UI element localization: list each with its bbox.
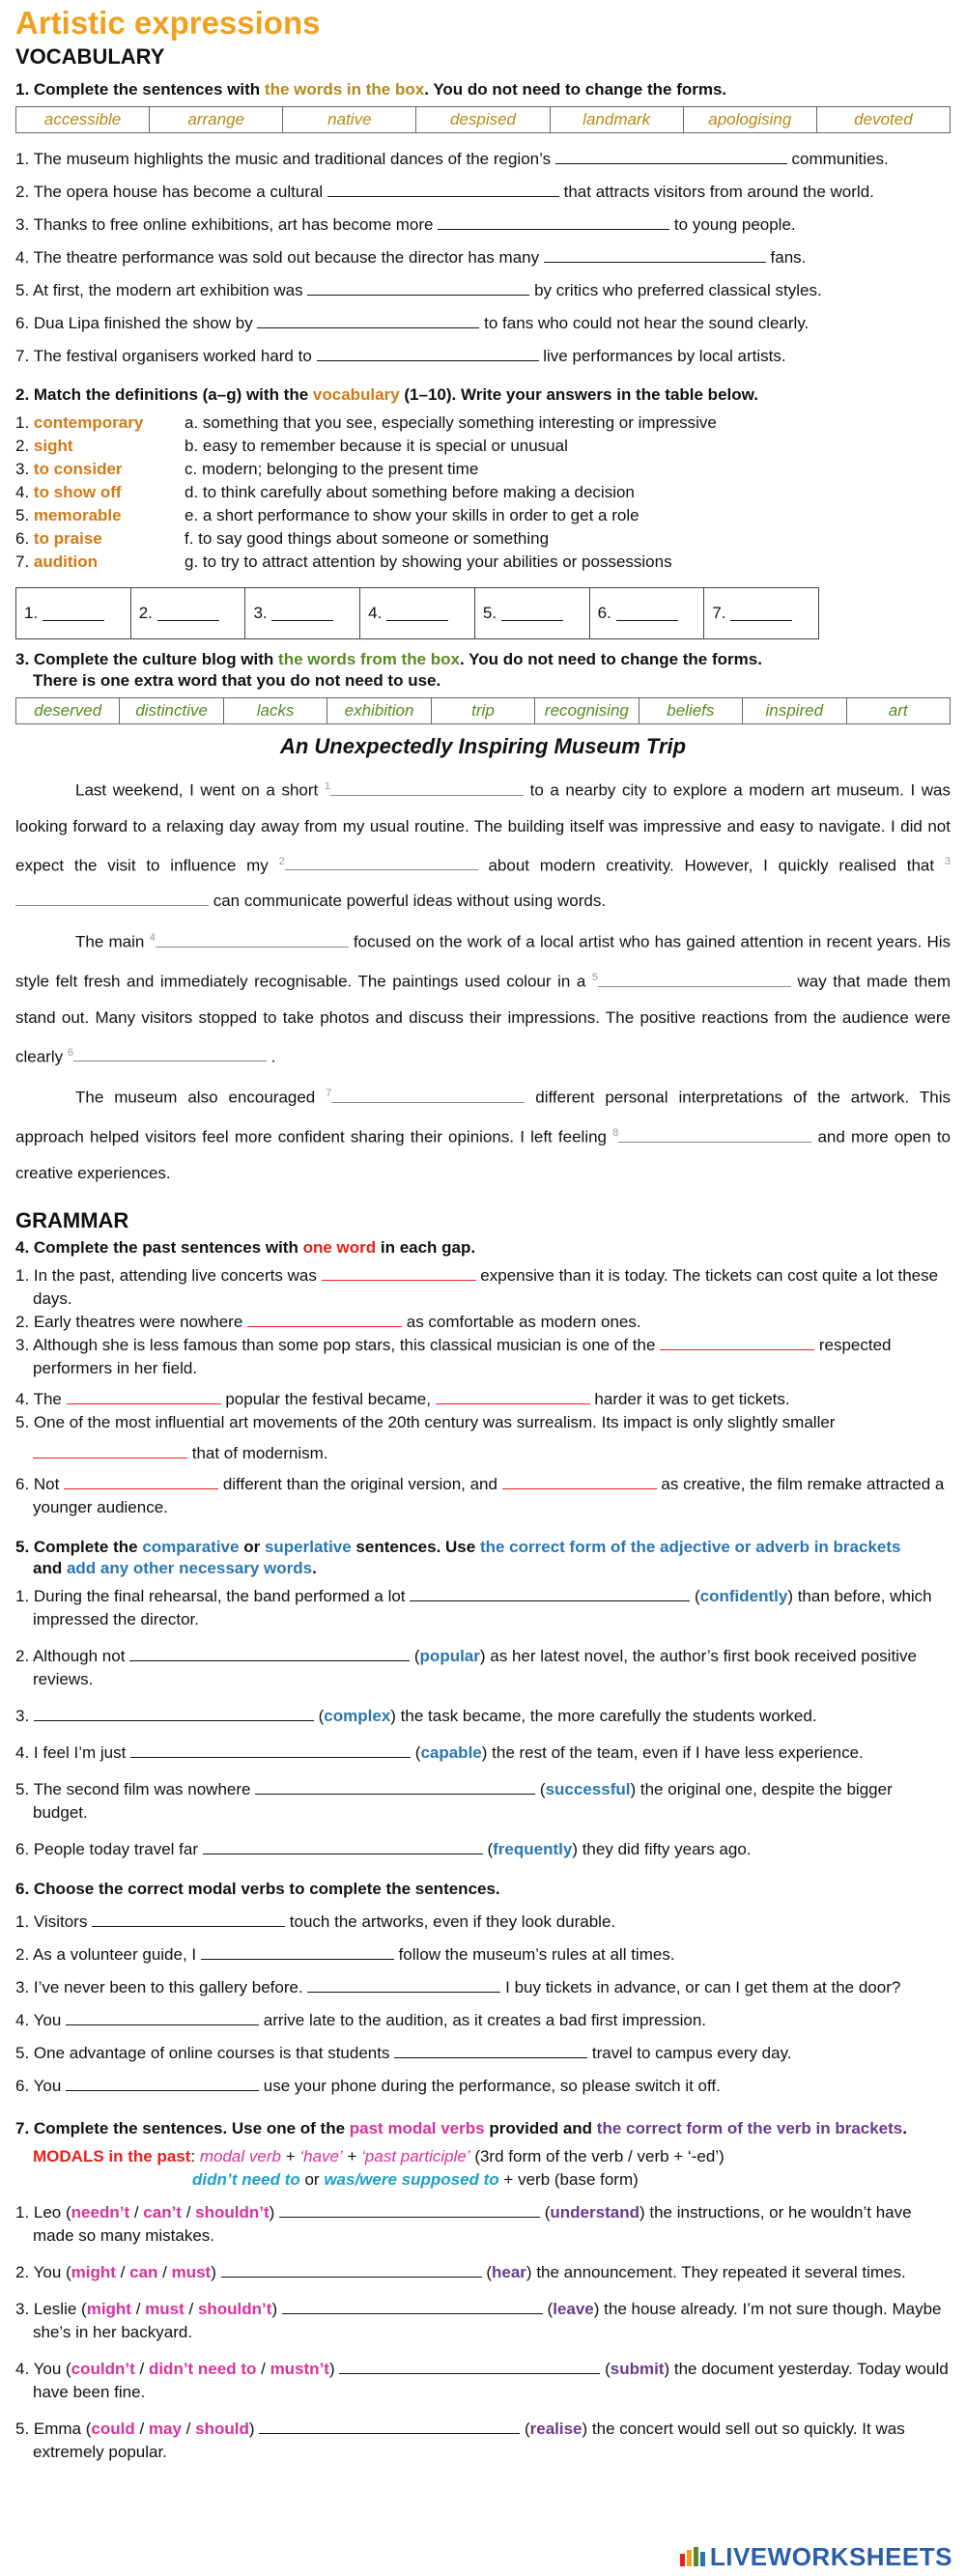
q4-item: 1. In the past, attending live concerts was expensive than it is today. The tickets can cost quite a lot these days.: [15, 1265, 939, 1308]
q6-item: 5. One advantage of online courses is that students travel to campus every day.: [15, 2043, 792, 2062]
q4-item: 6. Not different than the original version, and as creative, the film remake attracted a younger audience.: [15, 1474, 945, 1516]
blog-paragraph: The main $^4$ focused on the work of a local artist who has gained attention in recent years. His style felt fresh and immediately recognisable. The paintings used colour in a $^5$ way that made them stand out. Many visitors stopped to take photos and discuss their impressions. The positive reactions from the audience were clearly $^6$ .: [15, 932, 952, 1066]
answer-cell[interactable]: 7.: [704, 588, 818, 638]
q7-items: [15, 2201, 951, 2464]
answer-blank[interactable]: [130, 1743, 411, 1758]
answer-blank[interactable]: [203, 1840, 483, 1854]
q1-item: 4. The theatre performance was sold out because the director has many fans.: [15, 248, 807, 267]
q5-instructions: 5. Complete the comparative or superlative sentences. Use the correct form of the adjective or adverb in brackets and add any other necessary words.: [15, 1537, 901, 1577]
q6-item: 6. You use your phone during the performance, so please switch it off.: [15, 2076, 721, 2095]
answer-cell[interactable]: 4.: [360, 588, 475, 638]
q7-item: 3. Leslie (might / must / shouldn’t) (leave) the house already. I’m not sure though. Maybe she’s in her backyard.: [15, 2299, 942, 2341]
answer-blank[interactable]: [15, 892, 209, 906]
q1-word-box: [15, 106, 951, 133]
q1-item: 3. Thanks to free online exhibitions, art has become more to young people.: [15, 215, 796, 234]
word-box-item: inspired: [743, 698, 846, 723]
q5-item: 6. People today travel far (frequently) they did fifty years ago.: [15, 1839, 752, 1858]
match-row: 6. to praise f. to say good things about someone or something: [15, 529, 550, 548]
word-box-item: landmark: [551, 107, 684, 132]
answer-blank[interactable]: [66, 2077, 259, 2091]
q1-item: 2. The opera house has become a cultural that attracts visitors from around the world.: [15, 183, 874, 201]
match-row: 5. memorable e. a short performance to show your skills in order to get a role: [15, 506, 639, 524]
answer-blank[interactable]: [330, 781, 524, 796]
answer-blank[interactable]: [317, 347, 539, 361]
q7-rule-box: MODALS in the past: modal verb + ‘have’ + ‘past participle’ (3rd form of the verb / verb + ‘-ed’) didn’t need to or was/were supposed to + verb (base form): [33, 2146, 724, 2189]
match-row: 7. audition g. to try to attract attention by showing your abilities or possessions: [15, 552, 672, 571]
answer-blank[interactable]: [201, 1945, 394, 1960]
answer-blank[interactable]: [129, 1647, 410, 1661]
word-box-item: beliefs: [639, 698, 743, 723]
answer-blank[interactable]: [257, 314, 479, 328]
q1-item: 1. The museum highlights the music and traditional dances of the region’s communities.: [15, 150, 889, 168]
q7-item: 2. You (might / can / must) (hear) the announcement. They repeated it several times.: [15, 2262, 906, 2281]
answer-blank[interactable]: [394, 2044, 587, 2058]
answer-blank[interactable]: [410, 1587, 690, 1601]
answer-blank[interactable]: [156, 933, 349, 948]
answer-blank[interactable]: [279, 2203, 540, 2218]
answer-blank[interactable]: [307, 1978, 500, 1993]
q4-item: 5. One of the most influential art movements of the 20th century was surrealism. Its impact is only slightly smaller: [15, 1412, 836, 1431]
word-box-item: devoted: [854, 110, 913, 128]
word-box-item: despised: [416, 107, 550, 132]
q6-instructions: 6. Choose the correct modal verbs to complete the sentences.: [15, 1879, 500, 1898]
word-box-item: exhibition: [327, 698, 431, 723]
word-box-item: arrange: [150, 107, 283, 132]
answer-blank[interactable]: [67, 1390, 221, 1404]
q6-item: 3. I’ve never been to this gallery before. I buy tickets in advance, or can I get them at the door?: [15, 1977, 901, 1996]
answer-blank[interactable]: [438, 215, 669, 230]
answer-blank[interactable]: [618, 1128, 811, 1143]
answer-cell[interactable]: 5.: [475, 588, 590, 638]
q5-items: [15, 1585, 951, 1861]
answer-blank[interactable]: [64, 1475, 218, 1489]
q5-item: 2. Although not (popular) as her latest novel, the author’s first book received positive reviews.: [15, 1646, 917, 1688]
word-box-item: distinctive: [120, 698, 223, 723]
blog-paragraph: The museum also encouraged $^7$ different personal interpretations of the artwork. This approach helped visitors feel more confident sharing their opinions. I left feeling $^8$ and more open to creative experiences.: [15, 1088, 951, 1182]
answer-blank[interactable]: [555, 150, 787, 164]
word-box-item: lacks: [224, 698, 327, 723]
q2-match-list: [15, 411, 951, 574]
answer-blank[interactable]: [502, 1475, 657, 1489]
q7-instructions: 7. Complete the sentences. Use one of the past modal verbs provided and the correct form of the verb in brackets.: [15, 2118, 907, 2137]
word-box-item: native: [283, 107, 416, 132]
q4-items: [15, 1264, 951, 1519]
q6-item: 2. As a volunteer guide, I follow the museum’s rules at all times.: [15, 1944, 675, 1964]
q7-item: 1. Leo (needn’t / can’t / shouldn’t) (understand) the instructions, or he wouldn’t have made so many mistakes.: [15, 2202, 912, 2245]
q4-item: 4. The popular the festival became, harder it was to get tickets.: [15, 1389, 790, 1408]
q4-item: 2. Early theatres were nowhere as comfortable as modern ones.: [15, 1312, 641, 1331]
word-box-item: trip: [432, 698, 535, 723]
q4-instructions: 4. Complete the past sentences with one word in each gap.: [15, 1237, 476, 1257]
answer-blank[interactable]: [544, 248, 766, 263]
answer-cell[interactable]: 3.: [245, 588, 360, 638]
q4-item-continued: that of modernism.: [15, 1442, 951, 1465]
answer-blank[interactable]: [285, 856, 478, 870]
q7-item: 5. Emma (could / may / should) (realise) the concert would sell out so quickly. It was extremely popular.: [15, 2419, 905, 2461]
answer-blank[interactable]: [598, 973, 791, 987]
answer-blank[interactable]: [73, 1047, 267, 1062]
answer-blank[interactable]: [255, 1780, 535, 1795]
match-row: 4. to show off d. to think carefully about something before making a decision: [15, 483, 635, 501]
answer-blank[interactable]: [247, 1313, 402, 1327]
q5-item: 5. The second film was nowhere (successful) the original one, despite the bigger budget.: [15, 1779, 893, 1822]
answer-blank[interactable]: [282, 2300, 543, 2314]
q1-sentences: [15, 143, 951, 373]
liveworksheets-logo: LIVEWORKSHEETS: [679, 2542, 952, 2572]
q6-item: 1. Visitors touch the artworks, even if they look durable.: [15, 1911, 616, 1931]
word-box-item: art: [888, 701, 908, 720]
answer-blank[interactable]: [221, 2263, 482, 2278]
q1-item: 7. The festival organisers worked hard to live performances by local artists.: [15, 347, 786, 365]
blog-title: An Unexpectedly Inspiring Museum Trip: [279, 734, 687, 758]
answer-blank[interactable]: [660, 1336, 814, 1350]
answer-blank[interactable]: [322, 1266, 476, 1281]
answer-cell[interactable]: 6.: [590, 588, 705, 638]
q7-item: 4. You (couldn’t / didn’t need to / mustn’t) (submit) the document yesterday. Today would have been fine.: [15, 2359, 949, 2401]
q1-item: 5. At first, the modern art exhibition was by critics who preferred classical styles.: [15, 281, 822, 299]
q5-item: 3. (complex) the task became, the more carefully the students worked.: [15, 1706, 817, 1725]
q2-answer-table: [15, 587, 819, 639]
answer-blank[interactable]: [33, 1444, 187, 1458]
page-title: Artistic expressions: [15, 5, 321, 41]
answer-blank[interactable]: [436, 1390, 590, 1404]
q4-item: 3. Although she is less famous than some pop stars, this classical musician is one of the respected performers in her field.: [15, 1335, 892, 1377]
answer-blank[interactable]: [92, 1912, 285, 1927]
q1-item: 6. Dua Lipa finished the show by to fans who could not hear the sound clearly.: [15, 314, 810, 332]
q2-instructions: 2. Match the definitions (a–g) with the vocabulary (1–10). Write your answers in the table below.: [15, 385, 758, 404]
match-row: 3. to consider c. modern; belonging to the present time: [15, 460, 479, 478]
q1-instructions: 1. Complete the sentences with the words in the box. You do not need to change the forms.: [15, 80, 727, 99]
answer-blank[interactable]: [339, 2360, 600, 2374]
word-box-item: apologising: [684, 107, 817, 132]
answer-blank[interactable]: [307, 281, 529, 296]
q6-item: 4. You arrive late to the audition, as it creates a bad first impression.: [15, 2010, 707, 2029]
liveworksheets-logo-icon: [679, 2546, 706, 2567]
answer-cell[interactable]: 2.: [131, 588, 246, 638]
vocabulary-heading: VOCABULARY: [15, 44, 165, 69]
answer-cell[interactable]: 1.: [16, 588, 131, 638]
grammar-heading: GRAMMAR: [15, 1207, 129, 1232]
answer-blank[interactable]: [66, 2011, 259, 2025]
word-box-item: accessible: [16, 107, 150, 132]
q3-word-box: [15, 697, 951, 724]
q3-instructions: 3. Complete the culture blog with the words from the box. You do not need to change the forms. There is one extra word that you do not need to use.: [15, 650, 762, 690]
word-box-item: deserved: [16, 698, 120, 723]
match-row: 1. contemporary a. something that you see, especially something interesting or impressive: [15, 413, 717, 432]
answer-blank[interactable]: [259, 2420, 520, 2434]
q5-item: 1. During the final rehearsal, the band performed a lot (confidently) than before, which impressed the director.: [15, 1586, 932, 1628]
answer-blank[interactable]: [327, 183, 559, 197]
answer-blank[interactable]: [331, 1089, 525, 1103]
blog-text: [15, 769, 951, 1191]
match-row: 2. sight b. easy to remember because it is special or unusual: [15, 437, 568, 455]
q5-item: 4. I feel I’m just (capable) the rest of the team, even if I have less experience.: [15, 1742, 864, 1762]
blog-paragraph: Last weekend, I went on a short $^1$ to a nearby city to explore a modern art museum. I was looking forward to a relaxing day away from my usual routine. The building itself was impressive and easy to navigate. I did not expect the visit to influence my $^2$ about modern creativity. However, I quickly realised that $^3$ can communicate powerful ideas without using words.: [15, 780, 951, 911]
answer-blank[interactable]: [34, 1707, 314, 1721]
q6-items: [15, 1906, 951, 2103]
word-box-item: recognising: [535, 698, 639, 723]
